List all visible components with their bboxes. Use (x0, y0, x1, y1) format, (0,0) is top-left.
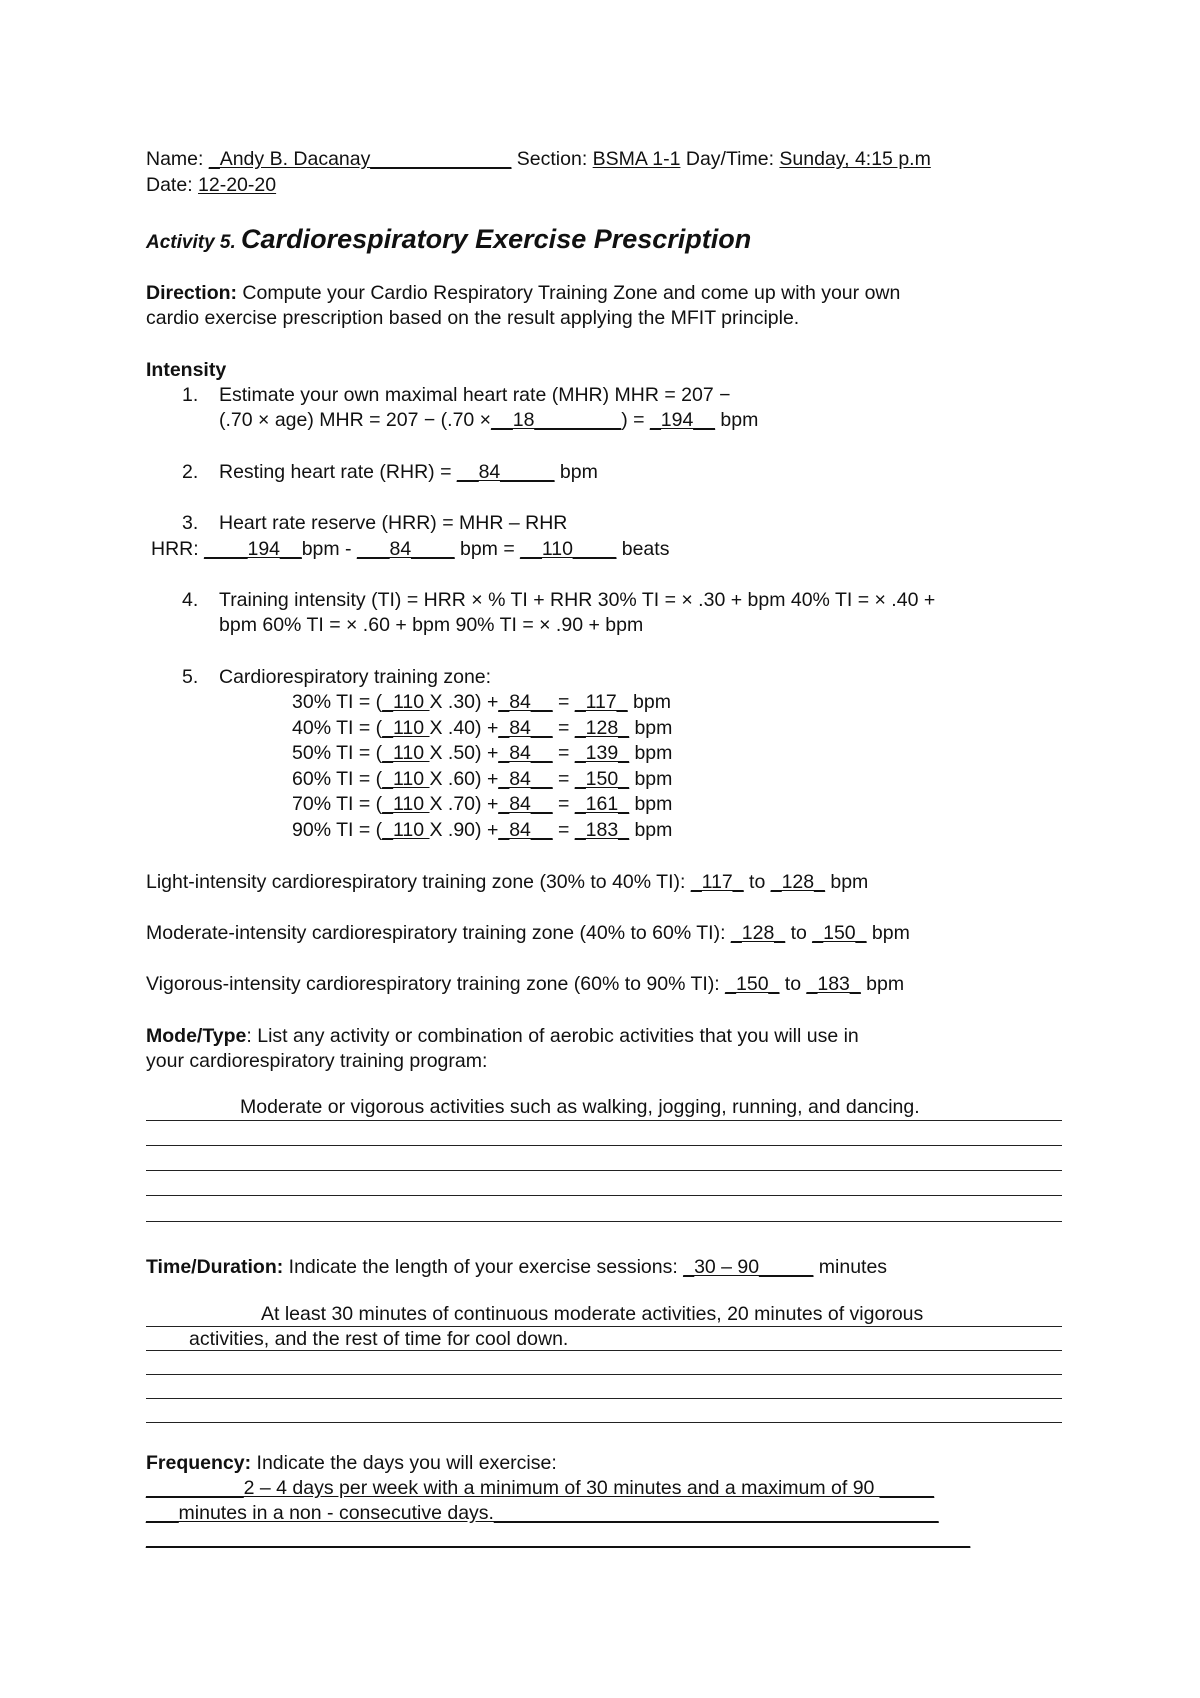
rhr-value: __84_____ (456, 461, 555, 483)
hrr-line (151, 537, 669, 561)
vigorous-zone-line (146, 972, 904, 996)
zone-unit-text: bpm (629, 767, 673, 790)
mode-rule-3 (146, 1170, 1062, 1171)
direction-line-2: cardio exercise prescription based on the result applying the MFIT principle. (146, 307, 800, 329)
zone-unit-text: bpm (629, 716, 673, 739)
time-rule-5 (146, 1422, 1062, 1423)
zone-pct-text: 70% TI = ( (292, 793, 383, 816)
header-line (146, 147, 931, 171)
frequency-line (146, 1451, 557, 1475)
zone-unit-text: bpm (627, 691, 671, 713)
daytime-label: Day/Time: (680, 148, 780, 170)
item-4-line-1: Training intensity (TI) = HRR × % TI + RHR 30% TI = × .30 + bpm 40% TI = × .40 + (219, 589, 936, 611)
frequency-text: Indicate the days you will exercise: (251, 1452, 557, 1474)
zone-hrr-value: _110 (382, 716, 430, 739)
light-zone-unit: bpm (824, 871, 869, 893)
zone-unit-text: bpm (629, 742, 673, 765)
hrr-value: __110____ (520, 538, 617, 560)
hrr-text-1: bpm - (301, 538, 357, 560)
direction-label: Direction: (146, 282, 238, 304)
zone-hrr-value: _110 (382, 819, 430, 841)
item-5-number: 5. (182, 666, 199, 688)
zone-rhr-value: _84__ (498, 819, 553, 841)
frequency-answer-3: ____________________________________________________________________________ (146, 1527, 971, 1549)
zone-factor-text: X .40) + (429, 716, 499, 739)
direction-line-1 (146, 281, 900, 305)
vigorous-zone-to: to (779, 973, 807, 995)
zone-rhr-value: _84__ (498, 691, 553, 713)
zone-rhr-value: _84__ (498, 793, 553, 816)
item-5-heading: Cardiorespiratory training zone: (219, 666, 492, 688)
mode-rule-4 (146, 1195, 1062, 1196)
light-zone-line (146, 870, 868, 894)
section-value: BSMA 1-1 (592, 148, 681, 170)
zone-pct-text: 40% TI = ( (292, 716, 383, 739)
vigorous-zone-low: _150_ (725, 973, 780, 995)
item-1-line-2 (219, 408, 758, 432)
intensity-heading: Intensity (146, 359, 227, 381)
item-1-number: 1. (182, 384, 199, 406)
daytime-value: Sunday, 4:15 p.m (779, 148, 931, 170)
zone-result-value: _183_ (574, 819, 630, 841)
moderate-zone-unit: bpm (866, 922, 910, 944)
zone-unit-text: bpm (629, 793, 673, 816)
time-label: Time/Duration: (146, 1256, 284, 1278)
mode-rule-1 (146, 1120, 1062, 1121)
item-2-text-a: Resting heart rate (RHR) = (219, 461, 457, 483)
light-zone-label: Light-intensity cardiorespiratory training zone (30% to 40% TI): (146, 871, 691, 893)
frequency-label: Frequency: (146, 1452, 252, 1474)
zone-result-value: _150_ (574, 767, 630, 790)
item-3-line-1: Heart rate reserve (HRR) = MHR – RHR (219, 512, 568, 534)
light-zone-high: _128_ (770, 871, 825, 893)
zone-hrr-value: _110 (382, 767, 430, 790)
time-text: Indicate the length of your exercise sessions: (283, 1256, 684, 1278)
mode-line-1 (146, 1024, 859, 1048)
name-label: Name: (146, 148, 209, 170)
zone-pct-text: 50% TI = ( (292, 742, 383, 765)
mode-rule-2 (146, 1145, 1062, 1146)
age-value: __18________ (491, 409, 622, 431)
title-prefix: Activity 5. (146, 232, 242, 253)
zone-pct-text: 30% TI = ( (292, 691, 383, 713)
zone-eq-text: = (552, 767, 575, 790)
moderate-zone-label: Moderate-intensity cardiorespiratory training zone (40% to 60% TI): (146, 922, 731, 944)
mode-answer: Moderate or vigorous activities such as walking, jogging, running, and dancing. (240, 1096, 920, 1118)
name-value: _Andy B. Dacanay_____________ (208, 148, 512, 170)
mode-text-1: : List any activity or combination of aerobic activities that you will use in (246, 1025, 859, 1047)
time-answer-2: activities, and the rest of time for cool down. (189, 1328, 569, 1350)
item-1-line-1: Estimate your own maximal heart rate (MHR) MHR = 207 − (219, 384, 731, 406)
zone-factor-text: X .50) + (429, 742, 499, 765)
item-4-number: 4. (182, 589, 199, 611)
zone-eq-text: = (552, 819, 575, 841)
training-zone-row (292, 690, 671, 714)
moderate-zone-to: to (785, 922, 813, 944)
light-zone-to: to (743, 871, 771, 893)
moderate-zone-high: _150_ (812, 922, 867, 944)
light-zone-low: _117_ (690, 871, 744, 893)
zone-result-value: _161_ (574, 793, 630, 816)
zone-result-value: _139_ (574, 742, 630, 765)
zone-factor-text: X .70) + (429, 793, 499, 816)
item-1-text-b: ) = (621, 409, 650, 431)
hrr-text-2: bpm = (454, 538, 521, 560)
mode-line-2: your cardiorespiratory training program: (146, 1050, 488, 1072)
zone-result-value: _128_ (574, 716, 630, 739)
title-main: Cardiorespiratory Exercise Prescription (241, 224, 752, 254)
mode-rule-5 (146, 1221, 1062, 1222)
hrr-mhr-value: ____194__ (204, 538, 302, 560)
item-4-line-2: bpm 60% TI = × .60 + bpm 90% TI = × .90 + bpm (219, 614, 644, 636)
moderate-zone-line (146, 921, 910, 945)
frequency-answer-2: ___minutes in a non - consecutive days._________________________________________ (146, 1502, 939, 1524)
hrr-text-3: beats (616, 538, 670, 560)
zone-eq-text: = (552, 793, 575, 816)
frequency-answer-1: _________2 – 4 days per week with a minimum of 30 minutes and a maximum of 90 _____ (146, 1477, 935, 1499)
training-zone-row (292, 818, 672, 842)
vigorous-zone-label: Vigorous-intensity cardiorespiratory training zone (60% to 90% TI): (146, 973, 726, 995)
zone-eq-text: = (552, 691, 575, 713)
mhr-value: _194__ (649, 409, 716, 431)
section-label: Section: (511, 148, 593, 170)
training-zone-row (292, 741, 672, 765)
moderate-zone-low: _128_ (730, 922, 786, 944)
vigorous-zone-high: _183_ (806, 973, 861, 995)
date-value: 12-20-20 (198, 174, 277, 196)
direction-text-1: Compute your Cardio Respiratory Training Zone and come up with your own (237, 282, 901, 304)
time-unit: minutes (813, 1256, 888, 1278)
zone-hrr-value: _110 (382, 742, 430, 765)
zone-result-value: _117_ (574, 691, 628, 713)
item-2-text-b: bpm (554, 461, 598, 483)
time-rule-2 (146, 1350, 1062, 1351)
zone-eq-text: = (552, 742, 575, 765)
hrr-label: HRR: (151, 538, 205, 560)
vigorous-zone-unit: bpm (860, 973, 905, 995)
time-line (146, 1255, 887, 1279)
zone-unit-text: bpm (629, 819, 673, 841)
page-title (146, 222, 751, 260)
item-2-line (219, 460, 598, 484)
zone-pct-text: 90% TI = ( (292, 819, 383, 841)
time-value: _30 – 90_____ (683, 1256, 814, 1278)
time-rule-4 (146, 1398, 1062, 1399)
zone-factor-text: X .30) + (429, 691, 499, 713)
item-1-text-c: bpm (715, 409, 759, 431)
date-label: Date: (146, 174, 199, 196)
zone-hrr-value: _110 (382, 691, 430, 713)
mode-label: Mode/Type (146, 1025, 247, 1047)
zone-rhr-value: _84__ (498, 742, 553, 765)
zone-rhr-value: _84__ (498, 716, 553, 739)
training-zone-row (292, 792, 672, 816)
zone-factor-text: X .90) + (429, 819, 499, 841)
zone-hrr-value: _110 (382, 793, 430, 816)
training-zone-row (292, 716, 672, 740)
item-3-number: 3. (182, 512, 199, 534)
item-1-text-a: (.70 × age) MHR = 207 − (.70 × (219, 409, 492, 431)
time-answer-1: At least 30 minutes of continuous moderate activities, 20 minutes of vigorous (261, 1303, 924, 1325)
zone-rhr-value: _84__ (498, 767, 553, 790)
zone-pct-text: 60% TI = ( (292, 767, 383, 790)
time-rule-3 (146, 1374, 1062, 1375)
zone-factor-text: X .60) + (429, 767, 499, 790)
date-line (146, 173, 276, 197)
training-zone-row (292, 767, 672, 791)
hrr-rhr-value: ___84____ (356, 538, 455, 560)
item-2-number: 2. (182, 461, 199, 483)
zone-eq-text: = (552, 716, 575, 739)
